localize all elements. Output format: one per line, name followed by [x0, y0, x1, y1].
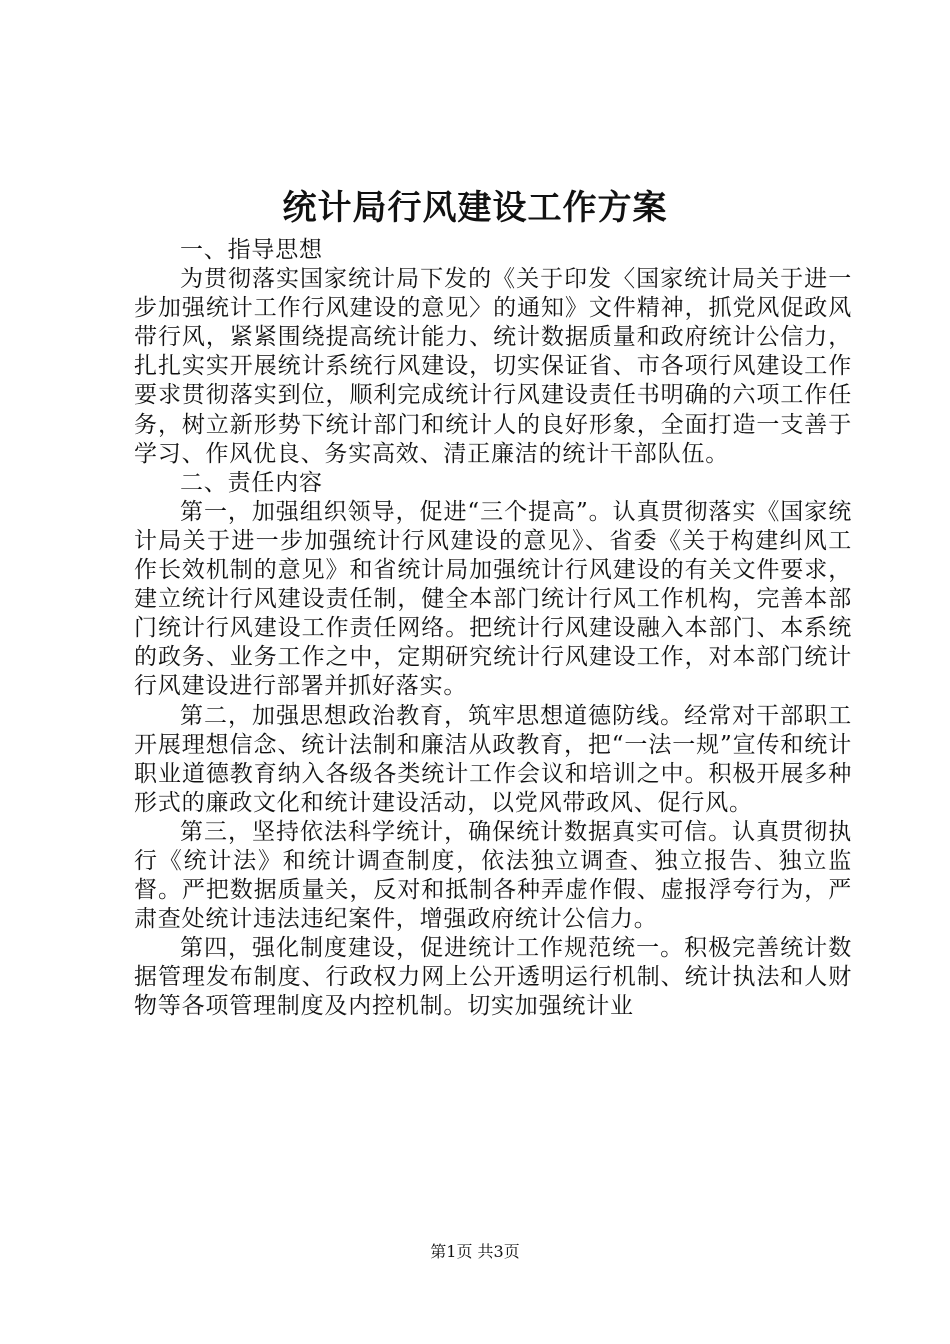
paragraph-item-4: 第四，强化制度建设，促进统计工作规范统一。积极完善统计数据管理发布制度、行政权力网上公开透明运行机制、统计执法和人财物等各项管理制度及内控机制。切实加强统计业 — [134, 935, 852, 1020]
document-body — [134, 236, 852, 1022]
document-title: 统计局行风建设工作方案 — [282, 188, 668, 228]
section-heading-responsibilities: 二、责任内容 — [180, 469, 323, 496]
paragraph-guiding-thought: 为贯彻落实国家统计局下发的《关于印发〈国家统计局关于进一步加强统计工作行风建设的意见〉的通知》文件精神，抓党风促政风带行风，紧紧围绕提高统计能力、统计数据质量和政府统计公信力，扎扎实实开展统计系统行风建设，切实保证省、市各项行风建设工作要求贯彻落实到位，顺利完成统计行风建设责任书明确的六项工作任务，树立新形势下统计部门和统计人的良好形象，全面打造一支善于学习、作风优良、务实高效、清正廉洁的统计干部队伍。 — [134, 266, 852, 467]
paragraph-item-3: 第三，坚持依法科学统计，确保统计数据真实可信。认真贯彻执行《统计法》和统计调查制度，依法独立调查、独立报告、独立监督。严把数据质量关，反对和抵制各种弄虚作假、虚报浮夸行为，严肃查处统计违法违纪案件，增强政府统计公信力。 — [134, 818, 852, 933]
paragraph-item-2: 第二，加强思想政治教育，筑牢思想道德防线。经常对干部职工开展理想信念、统计法制和廉洁从政教育，把“一法一规”宣传和统计职业道德教育纳入各级各类统计工作会议和培训之中。积极开展多种形式的廉政文化和统计建设活动，以党风带政风、促行风。 — [134, 702, 852, 816]
page-number-footer: 第1页 共3页 — [430, 1242, 520, 1261]
paragraph-item-1: 第一，加强组织领导，促进“三个提高”。认真贯彻落实《国家统计局关于进一步加强统计行风建设的意见》、省委《关于构建纠风工作长效机制的意见》和省统计局加强统计行风建设的有关文件要求，建立统计行风建设责任制，健全本部门统计行风工作机构，完善本部门统计行风建设工作责任网络。把统计行风建设融入本部门、本系统的政务、业务工作之中，定期研究统计行风建设工作，对本部门统计行风建设进行部署并抓好落实。 — [134, 498, 852, 700]
section-heading-guiding-thought: 一、指导思想 — [180, 237, 323, 263]
